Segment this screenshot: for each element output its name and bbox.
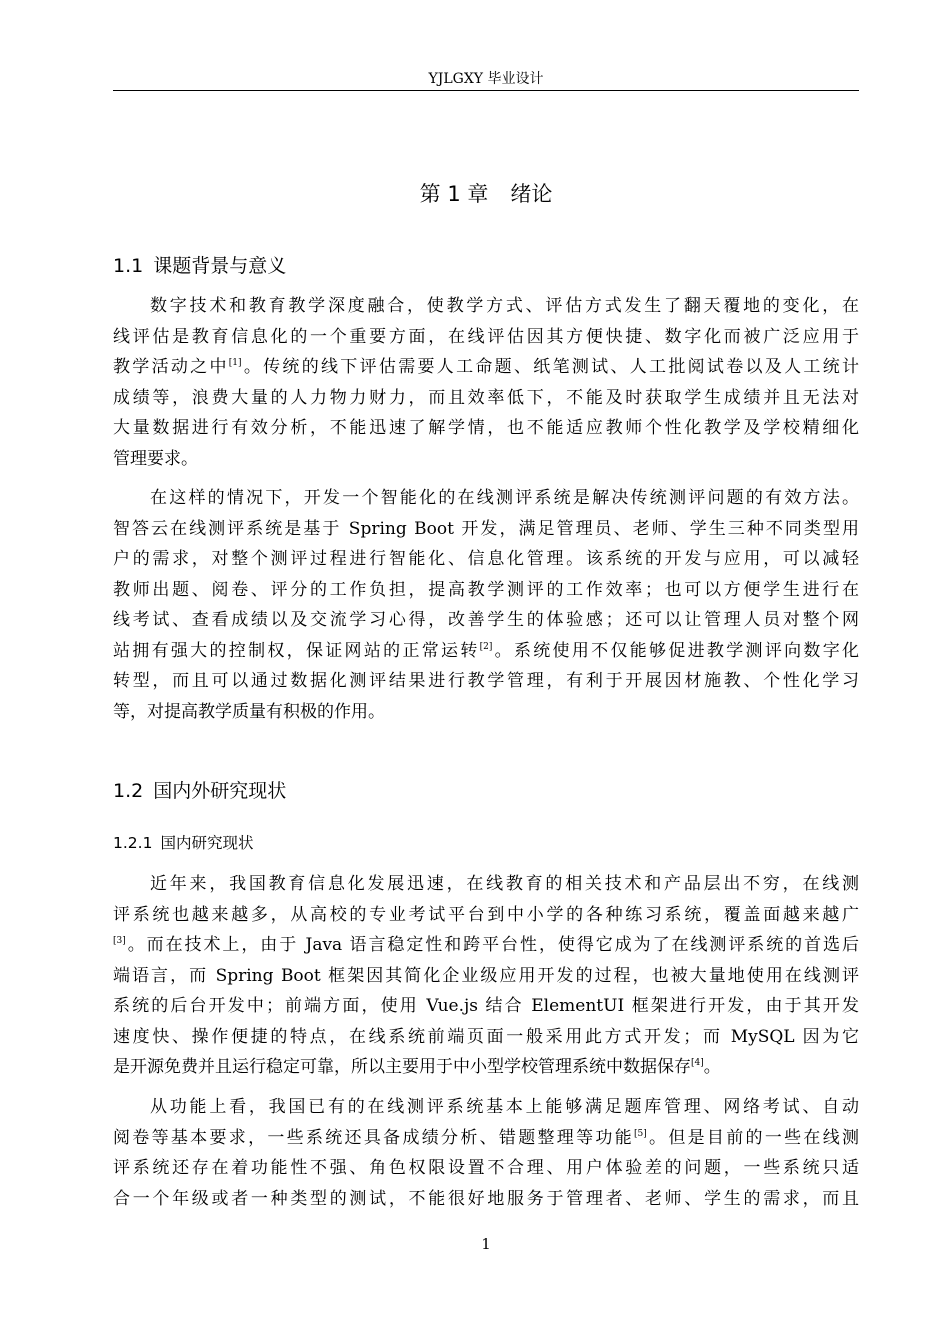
header-rule: [113, 90, 859, 91]
subsection-number: 1.2.1: [113, 834, 153, 852]
text-line: 等，对提高教学质量有积极的作用。: [113, 701, 385, 722]
paragraph-background-2: [113, 483, 859, 727]
text-line: 成绩等，浪费大量的人力物力财力，而且效率低下，不能及时获取学生成绩并且无法对: [113, 387, 859, 408]
subsection-heading-1-2-1: [113, 830, 253, 856]
text-line: 数字技术和教育教学深度融合，使教学方式、评估方式发生了翻天覆地的变化，在: [150, 296, 859, 316]
text-line: 教师出题、阅卷、评分的工作负担，提高教学测评的工作效率；也可以方便学生进行在: [113, 579, 859, 600]
text-line: 转型，而且可以通过数据化测评结果进行教学管理，有利于开展因材施教、个性化学习: [113, 671, 859, 691]
section-title: 国内外研究现状: [153, 780, 287, 802]
chapter-number: 第 1 章: [419, 182, 489, 206]
text-line: 评系统也越来越多，从高校的专业考试平台到中小学的各种练习系统，覆盖面越来越广: [113, 904, 859, 925]
section-number: 1.1: [113, 255, 144, 277]
page-number: 1: [481, 1235, 491, 1253]
text-line: 速度快、操作便捷的特点，在线系统前端页面一般采用此方式开发；而 MySQL 因为它: [113, 1026, 859, 1047]
text-line: 合一个年级或者一种类型的测试，不能很好地服务于管理者、老师、学生的需求，而且: [113, 1188, 859, 1209]
text-line: 评系统还存在着功能性不强、角色权限设置不合理、用户体验差的问题，一些系统只适: [113, 1158, 859, 1178]
text-line: 站拥有强大的控制权，保证网站的正常运转[2]。系统使用不仅能够促进教学测评向数字化: [113, 640, 859, 661]
text-line: 是开源免费并且运行稳定可靠，所以主要用于中小型学校管理系统中数据保存[4]。: [113, 1057, 721, 1077]
text-line: 系统的后台开发中；前端方面，使用 Vue.js 结合 ElementUI 框架进行开发，由于其开发: [113, 996, 859, 1016]
text-line: 近年来，我国教育信息化发展迅速，在线教育的相关技术和产品层出不穷，在线测: [150, 874, 859, 894]
paragraph-background-1: [113, 291, 859, 474]
chapter-title: 绪论: [510, 182, 553, 206]
paragraph-domestic-1: [113, 869, 859, 1083]
text-line: 在这样的情况下，开发一个智能化的在线测评系统是解决传统测评问题的有效方法。: [150, 488, 859, 508]
citation-ref: [4]: [691, 1058, 704, 1068]
chapter-heading: [113, 178, 859, 210]
text-line: 从功能上看，我国已有的在线测评系统基本上能够满足题库管理、网络考试、自动: [150, 1097, 859, 1117]
text-line: 户的需求，对整个测评过程进行智能化、信息化管理。该系统的开发与应用，可以减轻: [113, 549, 859, 569]
section-title: 课题背景与意义: [153, 255, 287, 277]
citation-ref: [1]: [228, 358, 242, 368]
text-line: 智答云在线测评系统是基于 Spring Boot 开发，满足管理员、老师、学生三种不同类型用: [113, 518, 859, 539]
paragraph-domestic-2: [113, 1092, 859, 1214]
text-line: 线评估是教育信息化的一个重要方面，在线评估因其方便快捷、数字化而被广泛应用于: [113, 326, 859, 347]
citation-ref: [5]: [634, 1128, 647, 1139]
text-line: 教学活动之中[1]。传统的线下评估需要人工命题、纸笔测试、人工批阅试卷以及人工统计: [113, 357, 859, 377]
section-heading-1-1: [113, 251, 286, 281]
text-line: 线考试、查看成绩以及交流学习心得，改善学生的体验感；还可以让管理人员对整个网: [113, 610, 859, 630]
subsection-title: 国内研究现状: [160, 834, 254, 852]
section-number: 1.2: [113, 780, 144, 802]
page-header: YJLGXY 毕业设计: [428, 71, 544, 87]
section-heading-1-2: [113, 776, 286, 806]
text-line: 大量数据进行有效分析，不能迅速了解学情，也不能适应教师个性化教学及学校精细化: [113, 418, 859, 438]
citation-ref: [3]: [113, 936, 126, 946]
text-line: [3]。而在技术上，由于 Java 语言稳定性和跨平台性，使得它成为了在线测评系统的首选后: [113, 935, 859, 955]
text-line: 管理要求。: [113, 448, 198, 469]
citation-ref: [2]: [479, 641, 493, 652]
text-line: 阅卷等基本要求，一些系统还具备成绩分析、错题整理等功能[5]。但是目前的一些在线测: [113, 1127, 859, 1148]
text-line: 端语言，而 Spring Boot 框架因其简化企业级应用开发的过程，也被大量地使用在线测评: [113, 965, 859, 986]
